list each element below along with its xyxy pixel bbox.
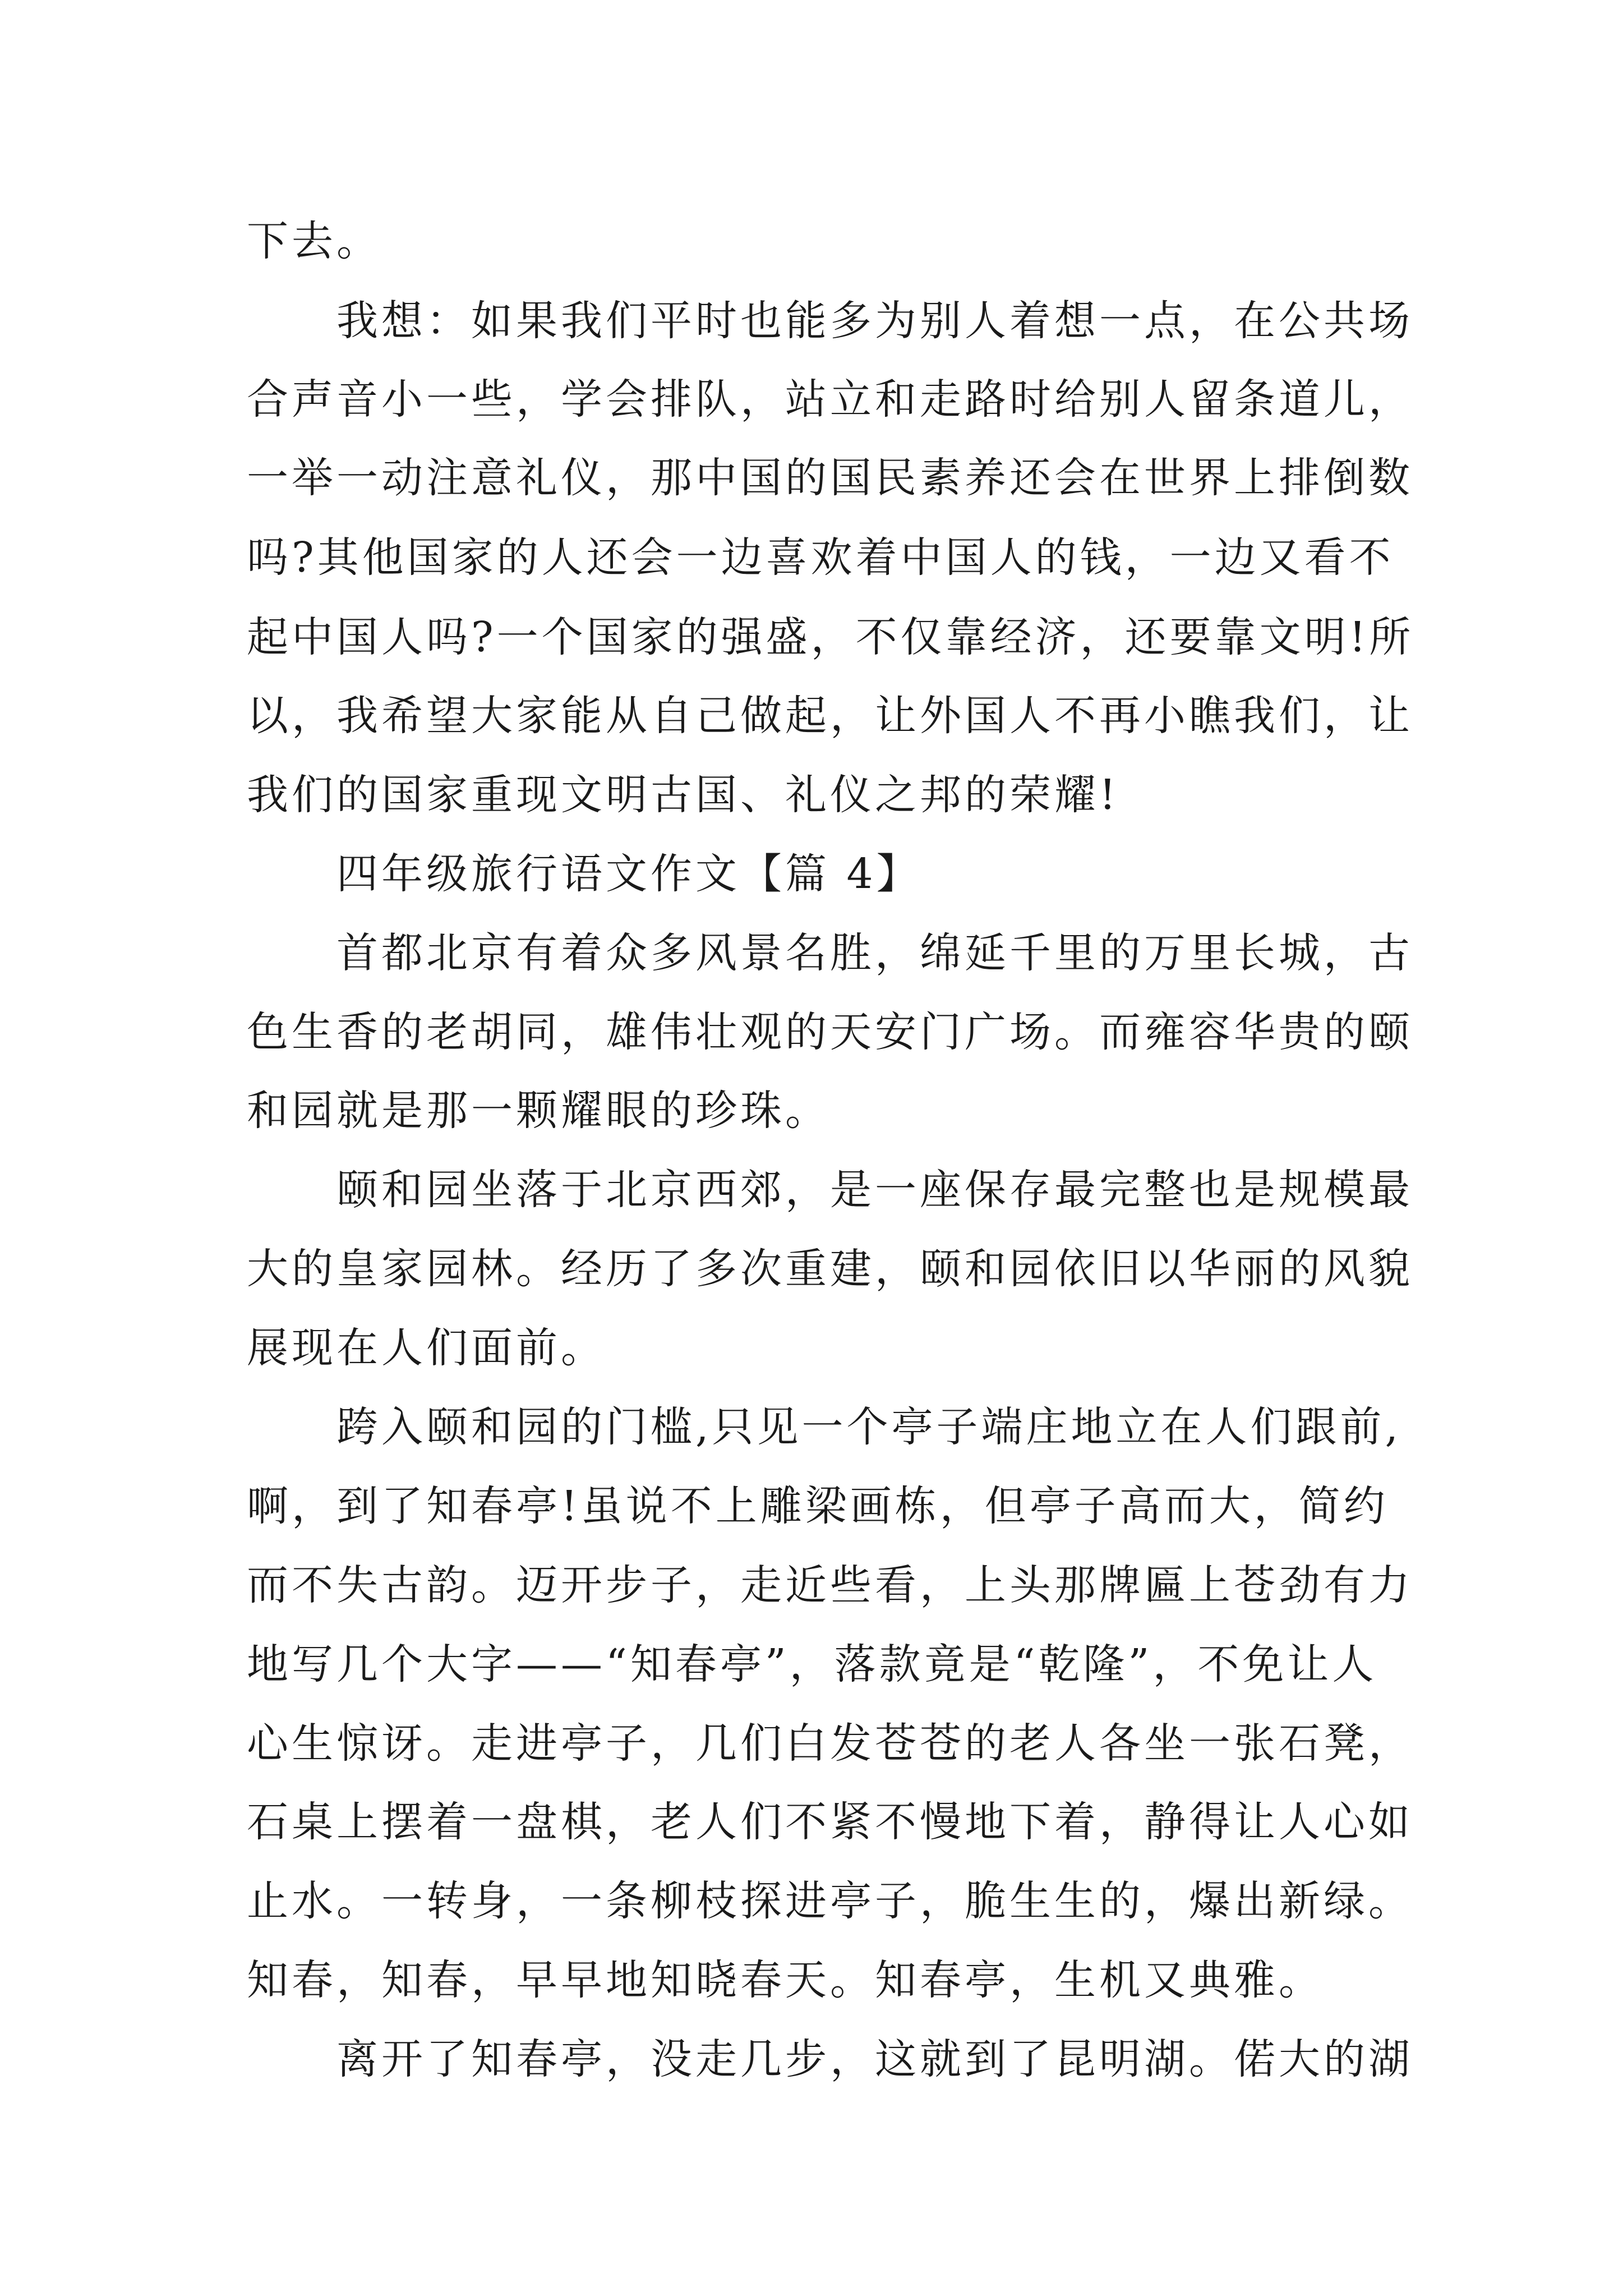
section-heading: 四年级旅行语文作文【篇 4】	[336, 850, 921, 898]
text-line: 心生惊讶。走进亭子，几们白发苍苍的老人各坐一张石凳，	[247, 1719, 1413, 1768]
text-line: 啊，到了知春亭!虽说不上雕梁画栋，但亭子高而大，简约	[247, 1482, 1389, 1530]
text-line: 一举一动注意礼仪，那中国的国民素养还会在世界上排倒数	[247, 454, 1413, 502]
text-line: 颐和园坐落于北京西郊，是一座保存最完整也是规模最	[336, 1166, 1413, 1214]
text-line: 展现在人们面前。	[247, 1324, 606, 1372]
text-line: 和园就是那一颗耀眼的珍珠。	[247, 1087, 830, 1135]
text-line: 知春，知春，早早地知晓春天。知春亭，生机又典雅。	[247, 1956, 1324, 2004]
text-line: 离开了知春亭，没走几步，这就到了昆明湖。偌大的湖	[336, 2035, 1413, 2083]
text-line: 下去。	[247, 217, 381, 265]
text-line: 大的皇家园林。经历了多次重建，颐和园依旧以华丽的风貌	[247, 1245, 1413, 1293]
text-line: 我们的国家重现文明古国、礼仪之邦的荣耀!	[247, 771, 1119, 819]
text-line: 跨入颐和园的门槛,只见一个亭子端庄地立在人们跟前,	[336, 1403, 1402, 1451]
text-line: 石桌上摆着一盘棋，老人们不紧不慢地下着，静得让人心如	[247, 1798, 1413, 1846]
text-line: 首都北京有着众多风景名胜，绵延千里的万里长城，古	[336, 929, 1413, 977]
text-line: 以，我希望大家能从自己做起，让外国人不再小瞧我们，让	[247, 692, 1413, 740]
text-line: 色生香的老胡同，雄伟壮观的天安门广场。而雍容华贵的颐	[247, 1008, 1413, 1056]
text-line: 起中国人吗?一个国家的强盛，不仅靠经济，还要靠文明!所	[247, 613, 1414, 661]
text-line: 止水。一转身，一条柳枝探进亭子，脆生生的，爆出新绿。	[247, 1877, 1413, 1925]
text-line: 地写几个大字——“知春亭”，落款竟是“乾隆”，不免让人	[247, 1640, 1377, 1688]
text-line: 合声音小一些，学会排队，站立和走路时给别人留条道儿，	[247, 375, 1413, 424]
text-line: 吗?其他国家的人还会一边喜欢着中国人的钱，一边又看不	[247, 533, 1394, 582]
text-line: 我想：如果我们平时也能多为别人着想一点，在公共场	[336, 297, 1413, 345]
text-line: 而不失古韵。迈开步子，走近些看，上头那牌匾上苍劲有力	[247, 1561, 1413, 1609]
